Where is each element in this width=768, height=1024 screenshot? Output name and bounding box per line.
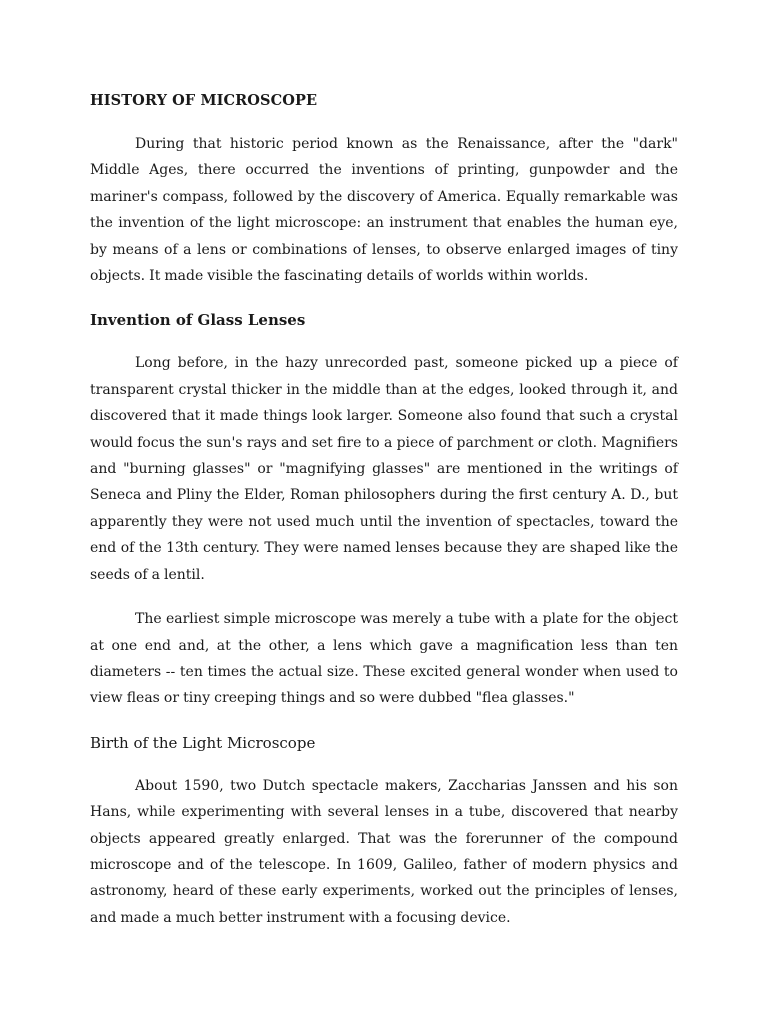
document-title: HISTORY OF MICROSCOPE: [90, 92, 318, 109]
paragraph-glass-lenses-1: Long before, in the hazy unrecorded past, someone picked up a piece of transparent crystal thicker in the middle than at the edges, looked through it, and discovered that it made things look larger. Someone also found that such a crystal would focus the sun's rays and set fire to a piece of parchment or cloth. Magnifiers and "burning glasses" or "magnifying glasses" are mentioned in the writings of Seneca and Pliny the Elder, Roman philosophers during the first century A. D., but apparently they were not used much until the invention of spectacles, toward the end of the 13th century. They were named lenses because they are shaped like the seeds of a lentil.: [90, 355, 678, 583]
section-heading-glass-lenses: Invention of Glass Lenses: [90, 311, 306, 330]
section-heading-light-microscope: Birth of the Light Microscope: [90, 733, 316, 752]
paragraph-light-microscope-1: About 1590, two Dutch spectacle makers, Zaccharias Janssen and his son Hans, while experimenting with several lenses in a tube, discovered that nearby objects appeared greatly enlarged. That was the forerunner of the compound microscope and of the telescope. In 1609, Galileo, father of modern physics and astronomy, heard of these early experiments, worked out the principles of lenses, and made a much better instrument with a focusing device.: [90, 777, 678, 926]
intro-paragraph: During that historic period known as the Renaissance, after the "dark" Middle Ages, there occurred the inventions of printing, gunpowder and the mariner's compass, followed by the discovery of America. Equally remarkable was the invention of the light microscope: an instrument that enables the human eye, by means of a lens or combinations of lenses, to observe enlarged images of tiny objects. It made visible the fascinating details of worlds within worlds.: [90, 136, 678, 285]
paragraph-glass-lenses-2: The earliest simple microscope was merely a tube with a plate for the object at one end and, at the other, a lens which gave a magnification less than ten diameters -- ten times the actual size. These excited general wonder when used to view fleas or tiny creeping things and so were dubbed "flea glasses.": [90, 611, 678, 707]
